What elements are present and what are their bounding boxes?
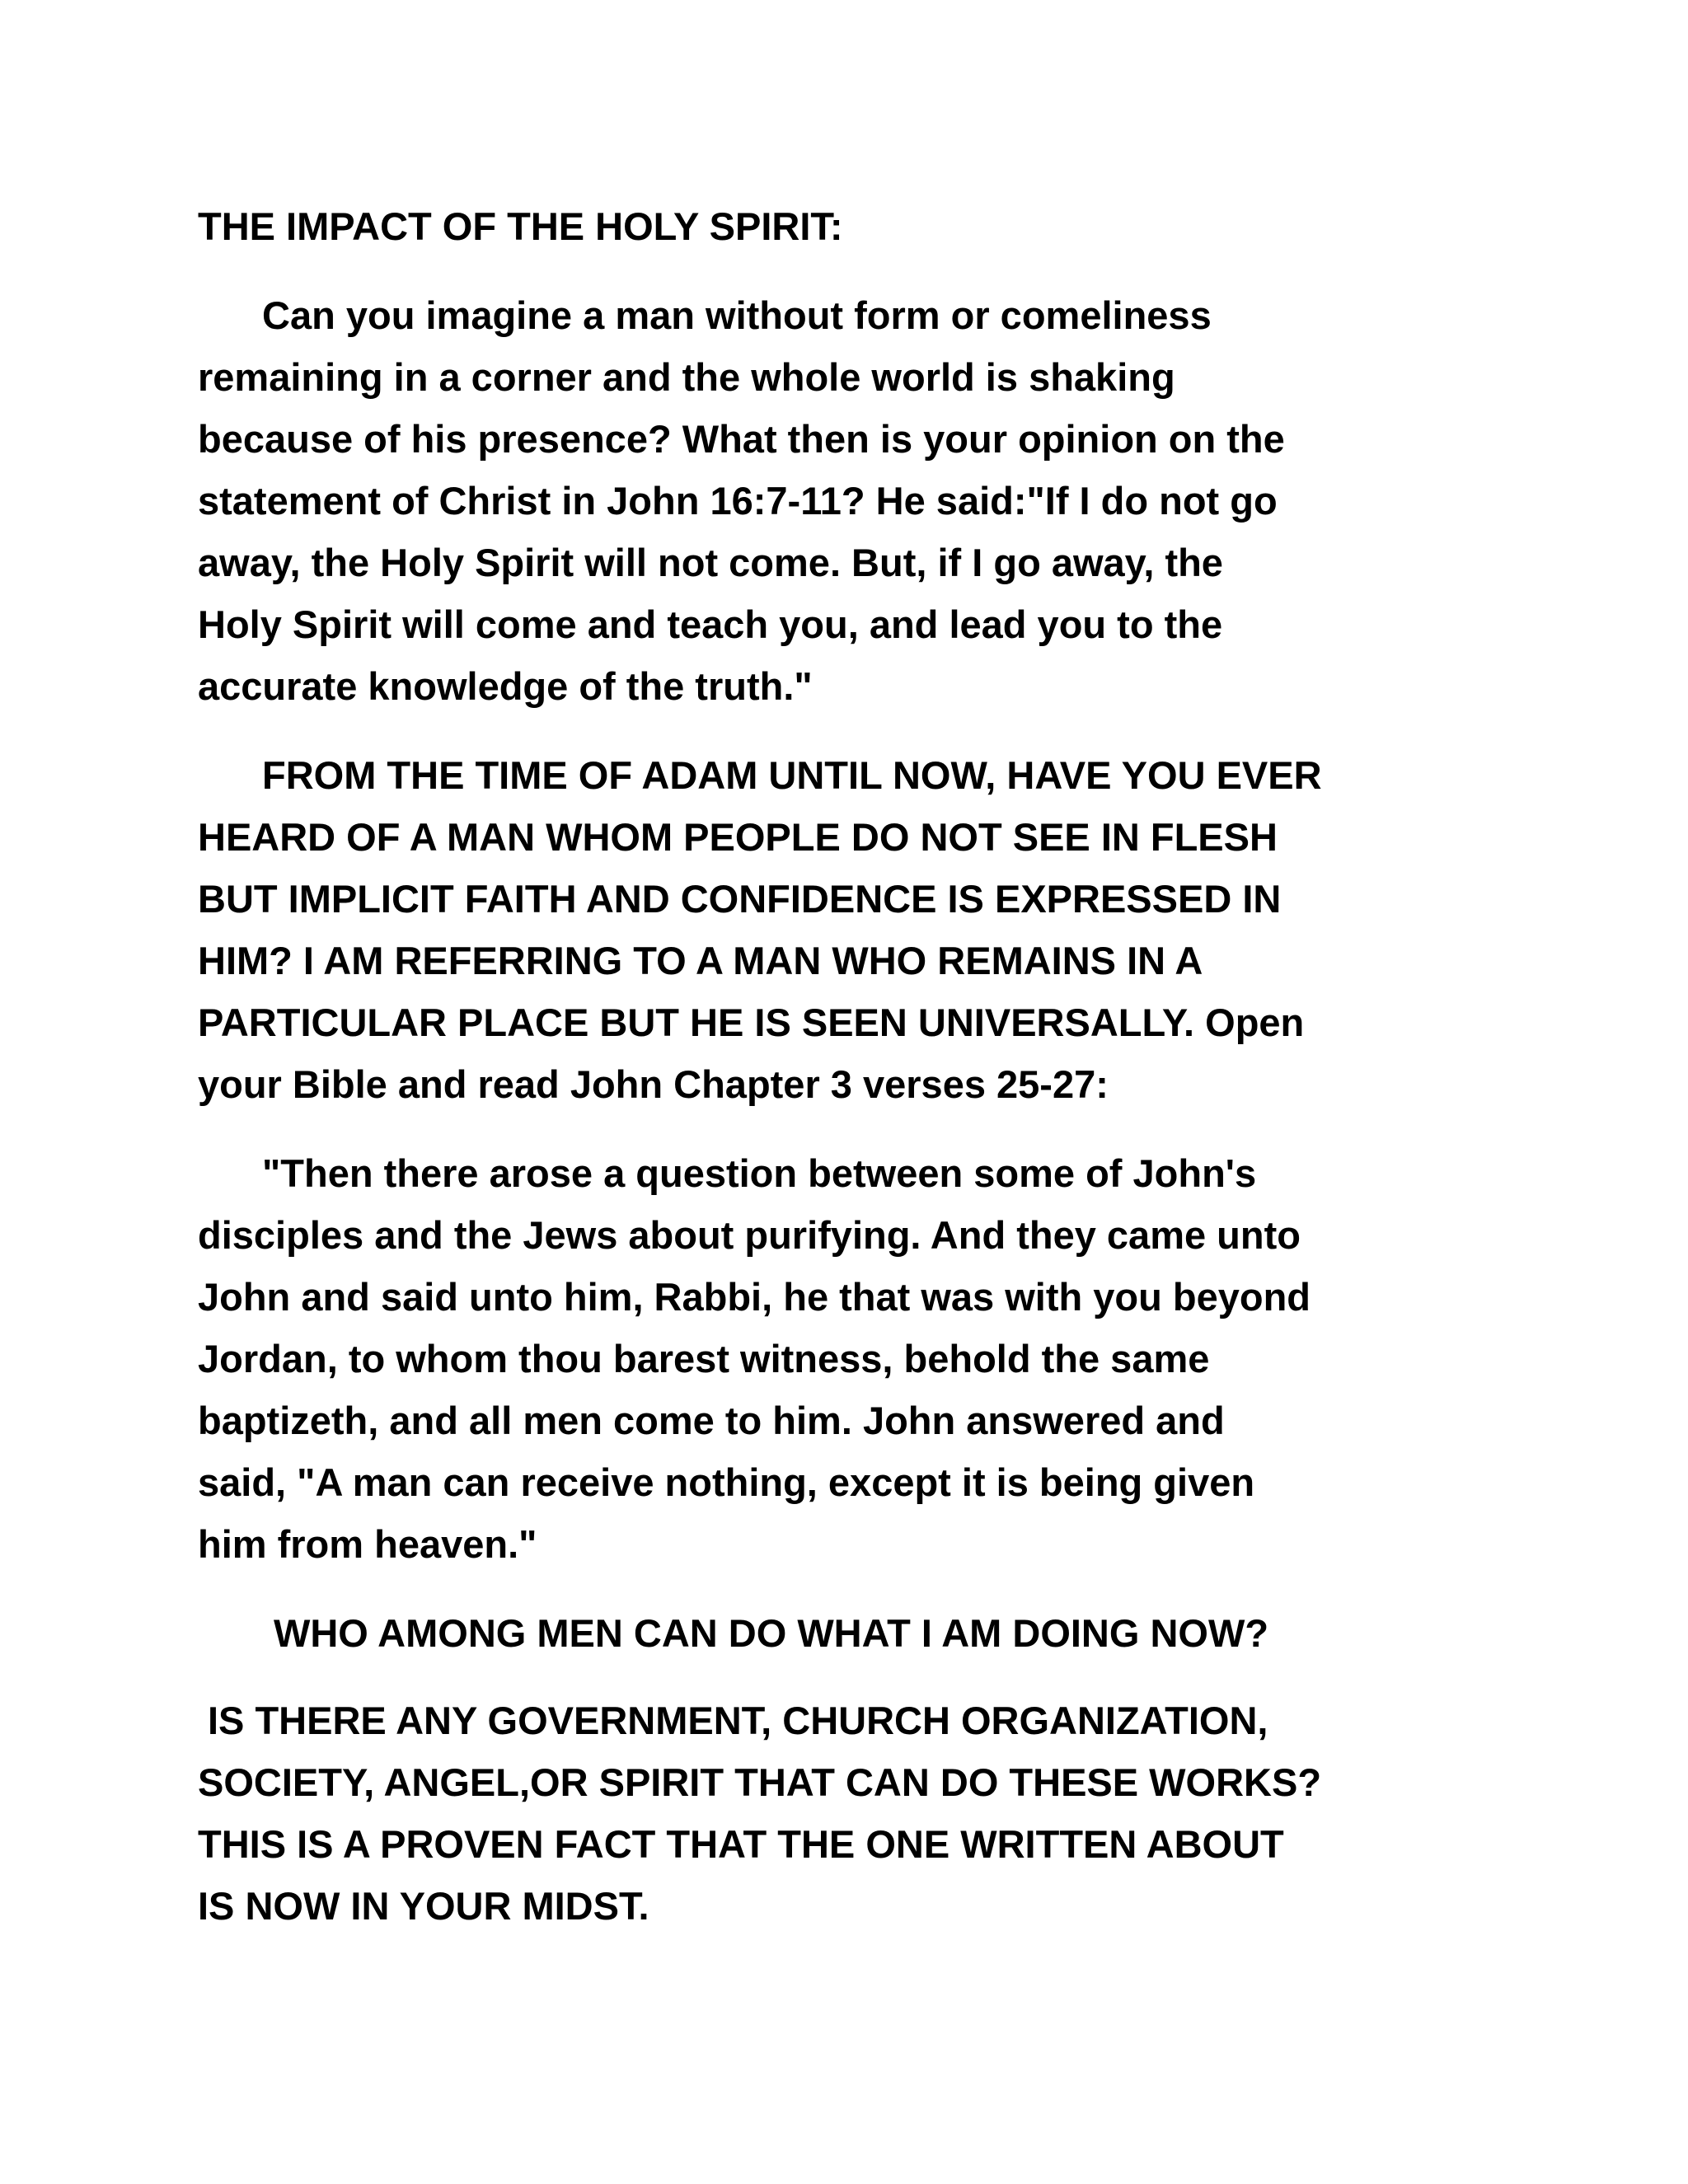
paragraph-line: John and said unto him, Rabbi, he that was with you beyond — [198, 1275, 1311, 1319]
paragraph-4 — [198, 1602, 1484, 1664]
page-title — [198, 195, 1484, 257]
paragraph-line: BUT IMPLICIT FAITH AND CONFIDENCE IS EXPRESSED IN — [198, 877, 1282, 921]
paragraph-line: HIM? I AM REFERRING TO A MAN WHO REMAINS IN A — [198, 939, 1203, 982]
paragraph-line: statement of Christ in John 16:7-11? He said:"If I do not go — [198, 479, 1278, 523]
paragraph-1 — [198, 284, 1484, 717]
title-line: THE IMPACT OF THE HOLY SPIRIT: — [198, 204, 843, 248]
paragraph-3 — [198, 1142, 1484, 1575]
paragraph-line: IS THERE ANY GOVERNMENT, CHURCH ORGANIZATION, — [208, 1699, 1268, 1742]
paragraph-line: remaining in a corner and the whole world is shaking — [198, 355, 1175, 399]
paragraph-line: FROM THE TIME OF ADAM UNTIL NOW, HAVE YOU EVER — [262, 753, 1322, 797]
paragraph-line: HEARD OF A MAN WHOM PEOPLE DO NOT SEE IN FLESH — [198, 815, 1278, 859]
paragraph-line: baptizeth, and all men come to him. John answered and — [198, 1399, 1225, 1442]
paragraph-line: WHO AMONG MEN CAN DO WHAT I AM DOING NOW? — [274, 1611, 1269, 1655]
paragraph-line: THIS IS A PROVEN FACT THAT THE ONE WRITTEN ABOUT — [198, 1822, 1284, 1866]
paragraph-line: your Bible and read John Chapter 3 verses 25-27: — [198, 1062, 1109, 1106]
paragraph-line: disciples and the Jews about purifying. And they came unto — [198, 1213, 1301, 1257]
paragraph-line: Holy Spirit will come and teach you, and lead you to the — [198, 602, 1223, 646]
paragraph-5 — [198, 1690, 1484, 1937]
paragraph-line: because of his presence? What then is your opinion on the — [198, 417, 1285, 461]
paragraph-2 — [198, 744, 1484, 1115]
paragraph-line: Can you imagine a man without form or comeliness — [262, 293, 1212, 337]
paragraph-line: said, "A man can receive nothing, except it is being given — [198, 1460, 1255, 1504]
paragraph-line: IS NOW IN YOUR MIDST. — [198, 1884, 649, 1928]
paragraph-line: him from heaven." — [198, 1522, 537, 1566]
paragraph-line: away, the Holy Spirit will not come. But, if I go away, the — [198, 541, 1223, 584]
paragraph-line: Jordan, to whom thou barest witness, behold the same — [198, 1337, 1210, 1380]
paragraph-line: PARTICULAR PLACE BUT HE IS SEEN UNIVERSALLY. Open — [198, 1001, 1305, 1044]
paragraph-line: "Then there arose a question between some of John's — [262, 1151, 1257, 1195]
paragraph-line: accurate knowledge of the truth." — [198, 664, 813, 708]
paragraph-line: SOCIETY, ANGEL,OR SPIRIT THAT CAN DO THESE WORKS? — [198, 1760, 1322, 1804]
